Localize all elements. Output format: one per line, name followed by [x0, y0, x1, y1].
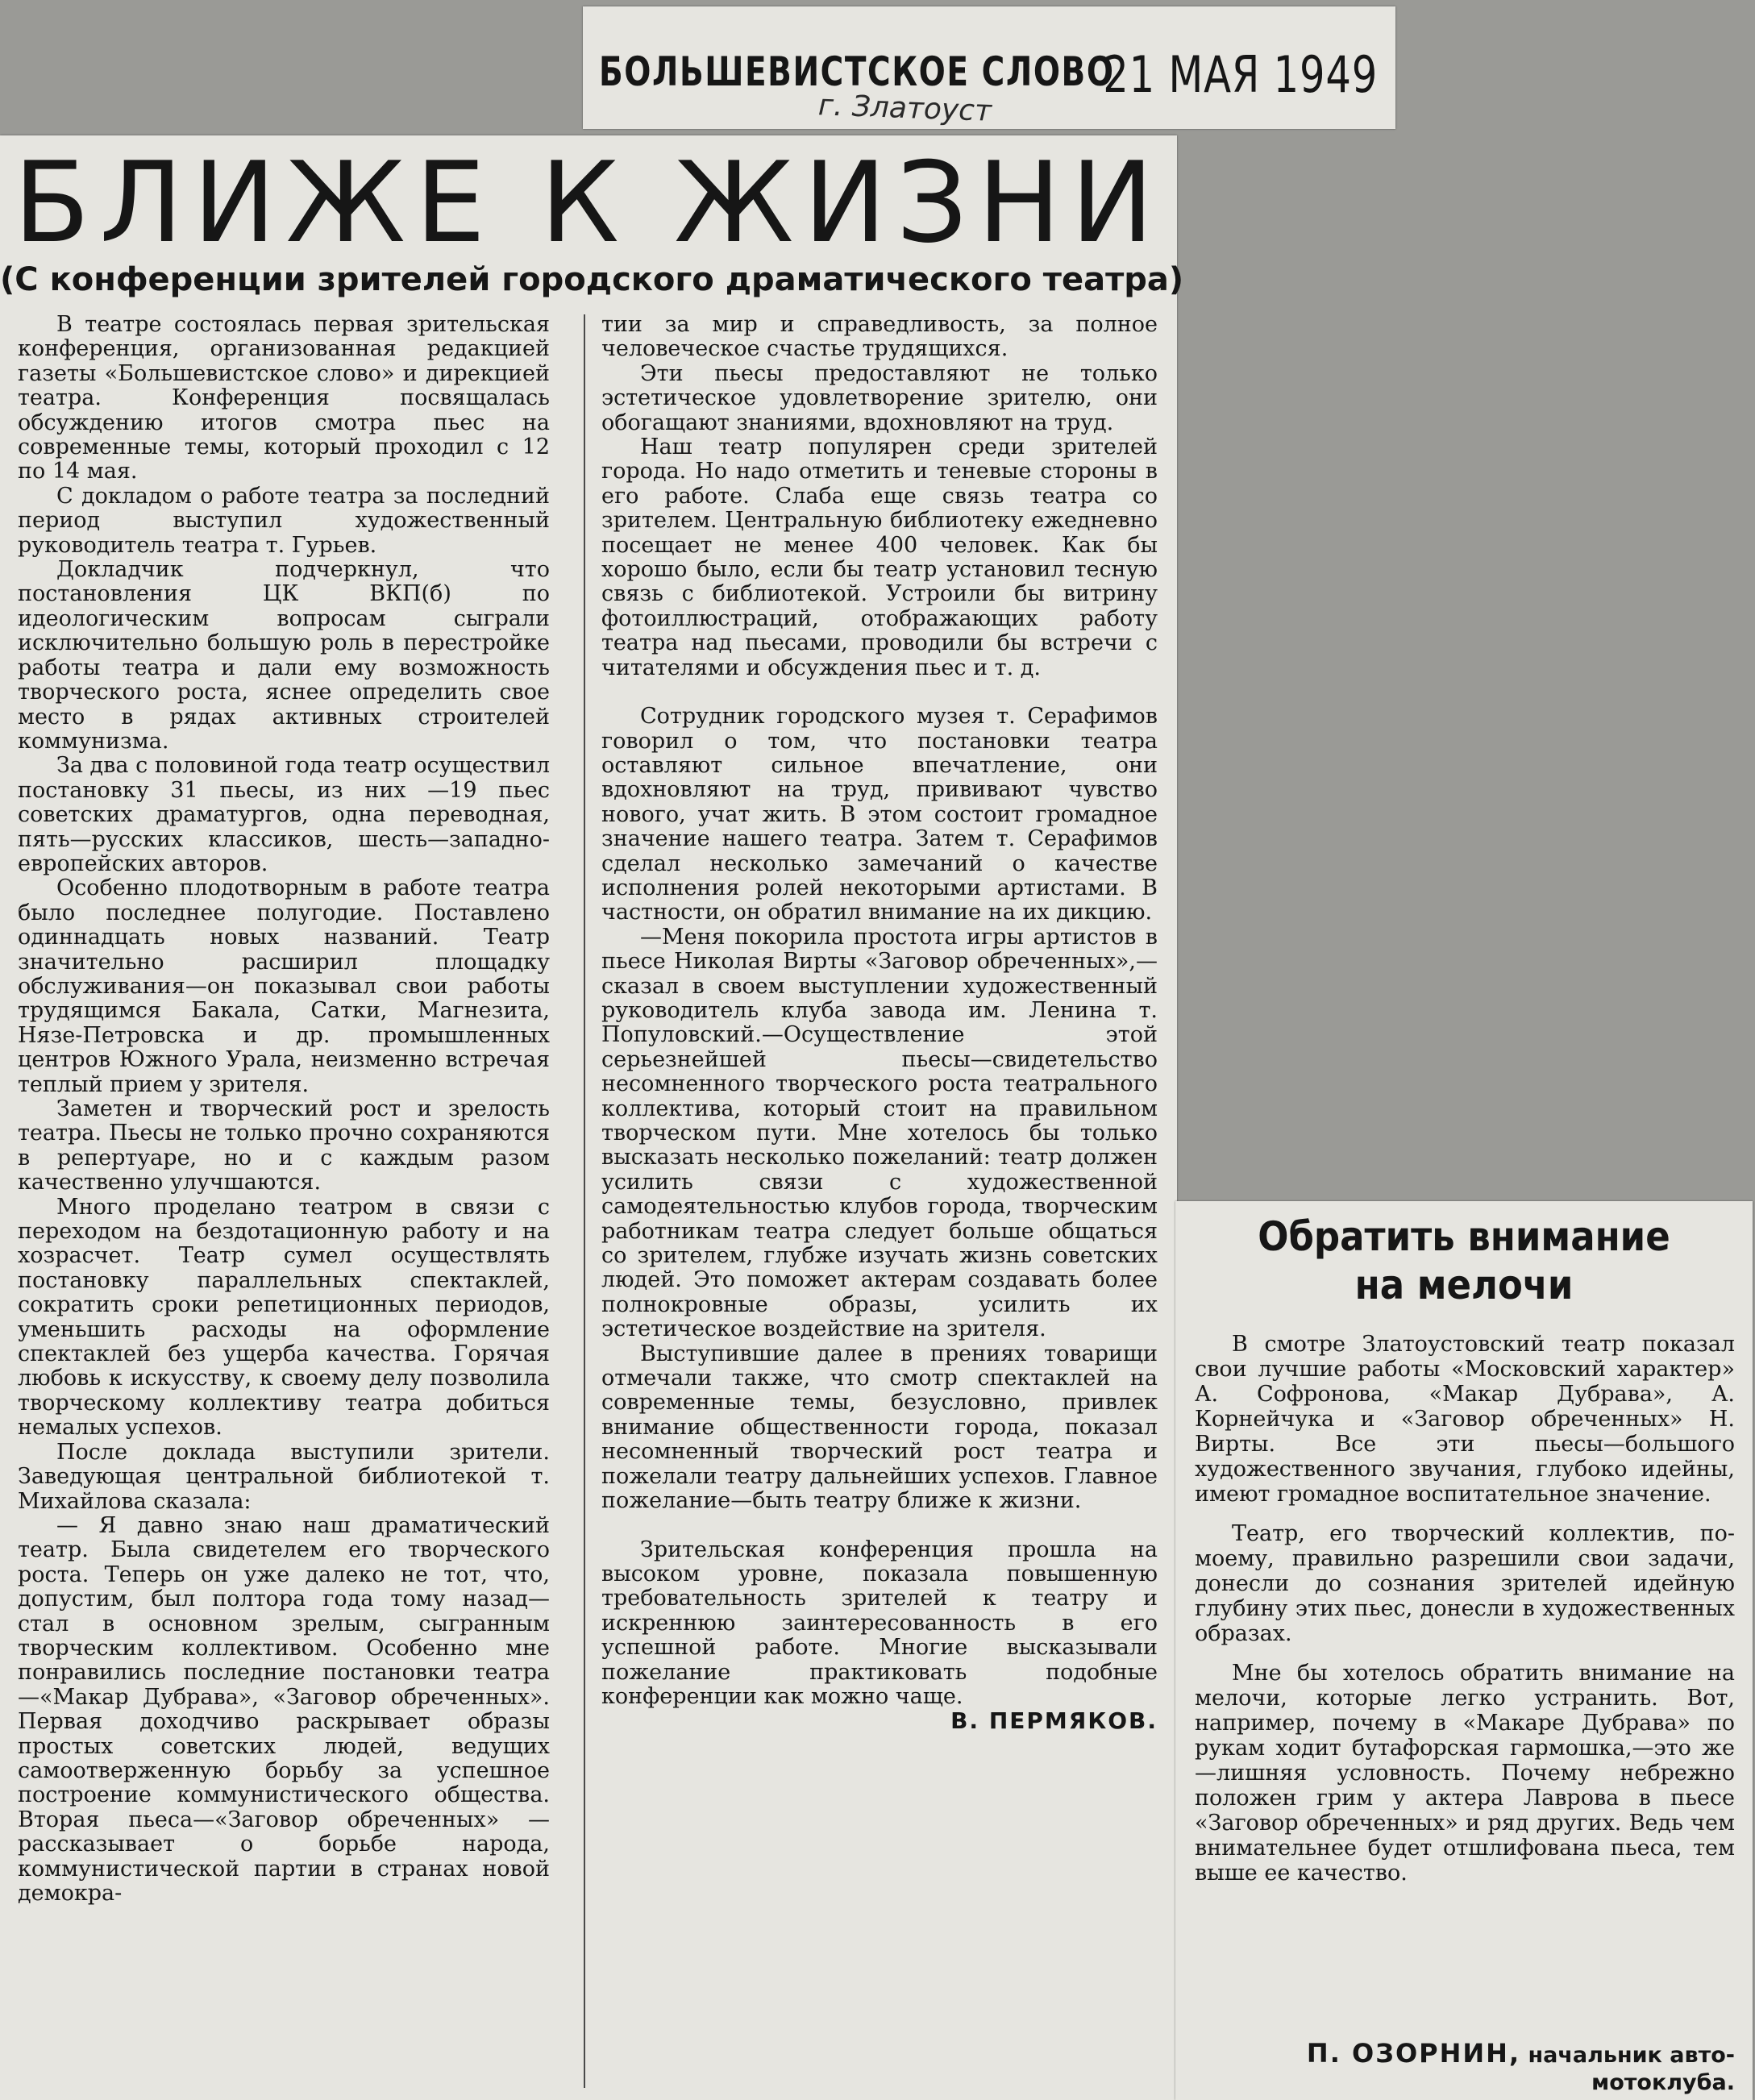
paragraph: С докладом о работе театра за последний период выступил художественный руководитель театра т. Гурьев. — [18, 483, 550, 558]
sidebar-signature-title-2: мотоклуба. — [1591, 2070, 1735, 2095]
paragraph: Мне бы хотелось обратить внимание на мелочи, которые легко устранить. Вот, например, почему в «Макаре Дубрава» по рукам ходит бутафорская гармошка,—это же—лишняя условность. Почему небрежно положен грим у актера Лаврова в пьесе «Заговор обреченных» и ряд других. Ведь чем внимательнее будет отшлифована пьеса, тем выше ее качество. — [1195, 1661, 1735, 1886]
paragraph: Особенно плодотворным в работе театра было последнее полугодие. Поставлено одиннадцать новых названий. Театр значительно расширил площадку обслуживания—он показывал свои работы трудящимся Бакала, Сатки, Магнезита, Нязе-Петровска и др. промышленных центров Южного Урала, неизменно встречая теплый прием у зрителя. — [18, 875, 550, 1097]
sidebar-signature-title-1: начальник авто- — [1528, 2043, 1735, 2068]
paragraph: Наш театр популярен среди зрителей города. Но надо отметить и теневые стороны в его работе. Слаба еще связь театра со зрителем. Центральную библиотеку ежедневно посещает не менее 400 человек. Как бы хорошо было, если бы театр установил тесную связь с библиотекой. Устроили бы витрину фотоиллюстраций, отображающих работу театра над пьесами, проводили бы встречи с читателями и обсуждения пьес и т. д. — [601, 435, 1158, 680]
paragraph: За два с половиной года театр осуществил постановку 31 пьесы, из них —19 пьес советских драматургов, одна переводная, пять—русских классиков, шесть—западно-европейских авторов. — [18, 753, 550, 876]
paragraph: В театре состоялась первая зрительская конференция, организованная редакцией газеты «Большевистское слово» и дирекцией театра. Конференция посвящалась обсуждению итогов смотра пьес на современные темы, который проходил с 12 по 14 мая. — [18, 312, 550, 484]
paragraph: В смотре Златоустовский театр показал свои лучшие работы «Московский характер» А. Софронова, «Макар Дубрава», А. Корнейчука и «Заговор обреченных» Н. Вирты. Все эти пьесы—большого художественного звучания, глубоко идейны, имеют громадное воспитательное значение. — [1195, 1332, 1735, 1507]
article-column-2 — [601, 313, 1158, 1734]
sidebar-body — [1195, 1332, 1735, 1900]
paragraph: Много проделано театром в связи с переходом на бездотационную работу и на хозрасчет. Театр сумел осуществлять постановку параллельных спектаклей, сократить сроки репетиционных периодов, уменьшить расходы на оформление спектаклей без ущерба качества. Горячая любовь к искусству, к своему делу позволила творческому коллективу театра добиться немалых успехов. — [18, 1194, 550, 1441]
main-article-clipping — [0, 135, 1184, 2100]
article-subtitle: (С конференции зрителей городского драматического театра) — [0, 261, 1184, 298]
paragraph: Зрительская конференция прошла на высоком уровне, показала повышенную требовательность зрителей к театру и искреннюю заинтересованность в его успешной работе. Многие высказывали пожелание практиковать подобные конференции как можно чаще. — [601, 1537, 1158, 1709]
paragraph: Театр, его творческий коллектив, по-моему, правильно разрешили свои задачи, донесли до сознания зрителей идейную глубину этих пьес, донесли в художественных образах. — [1195, 1521, 1735, 1646]
newspaper-name: БОЛЬШЕВИСТСКОЕ СЛОВО — [599, 48, 1115, 95]
sidebar-headline — [1204, 1212, 1724, 1309]
article-column-1 — [18, 313, 550, 1906]
paragraph: Сотрудник городского музея т. Серафимов говорил о том, что постановки театра оставляют сильное впечатление, они вдохновляют на труд, прививают чувство нового, учат жить. В этом состоит громадное значение нашего театра. Затем т. Серафимов сделал несколько замечаний о качестве исполнения ролей некоторыми артистами. В частности, он обратил внимание на их дикцию. — [601, 704, 1158, 925]
paragraph: Заметен и творческий рост и зрелость театра. Пьесы не только прочно сохраняются в репертуаре, но и с каждым разом качественно улучшаются. — [18, 1096, 550, 1196]
paragraph: Эти пьесы предоставляют не только эстетическое удовлетворение зрителю, они обогащают знаниями, вдохновляют на труд. — [601, 360, 1158, 435]
sidebar-article-clipping — [1175, 1201, 1753, 2100]
sidebar-headline-line-1: Обратить внимание — [1258, 1213, 1670, 1260]
paragraph: —Меня покорила простота игры артистов в пьесе Николая Вирты «Заговор обреченных»,—сказал в своем выступлении художественный руководитель клуба завода им. Ленина т. Популовский.—Осуществление этой серьезнейшей пьесы—свидетельство несомненного творческого роста театрального коллектива, который стоит на правильном творческом пути. Мне хотелось бы только высказать несколько пожеланий: театр должен усилить связи с художественной самодеятельностью клубов города, творческим работникам театра следует больше общаться со зрителем, глубже изучать жизнь советских людей. Это поможет актерам создавать более полнокровные образы, усилить их эстетическое воздействие на зрителя. — [601, 924, 1158, 1342]
publication-date: 21 МАЯ 1949 — [1103, 45, 1378, 104]
paragraph: После доклада выступили зрители. Заведующая центральной библиотекой т. Михайлова сказала: — [18, 1439, 550, 1514]
article-signature: В. ПЕРМЯКОВ. — [950, 1707, 1158, 1735]
masthead-clipping — [583, 6, 1395, 129]
handwritten-city-note: г. Златоуст — [817, 89, 992, 128]
column-divider — [584, 314, 585, 2088]
sidebar-headline-line-2: на мелочи — [1354, 1262, 1574, 1308]
sidebar-signature — [1195, 2040, 1735, 2097]
sidebar-signature-name: П. ОЗОРНИН, — [1306, 2038, 1521, 2069]
paragraph: тии за мир и справедливость, за полное человеческое счастье трудящихся. — [601, 312, 1158, 362]
paragraph: — Я давно знаю наш драматический театр. Была свидетелем его творческого роста. Теперь он уже далеко не тот, что, допустим, был полтора года тому назад—стал в основном зрелым, сыгранным творческим коллективом. Особенно мне понравились последние постановки театра—«Макар Дубрава», «Заговор обреченных». Первая доходчиво раскрывает образы простых советских людей, ведущих самоотверженную борьбу за успешное построение коммунистического общества. Вторая пьеса—«Заговор обреченных» —рассказывает о борьбе народа, коммунистической партии в странах новой демокра- — [18, 1512, 550, 1906]
article-headline: БЛИЖЕ К ЖИЗНИ — [13, 138, 1164, 268]
paragraph: Докладчик подчеркнул, что постановления ЦК ВКП(б) по идеологическим вопросам сыграли исключительно большую роль в перестройке работы театра и дали ему возможность творческого роста, яснее определить свое место в рядах активных строителей коммунизма. — [18, 557, 550, 754]
paragraph: Выступившие далее в прениях товарищи отмечали также, что смотр спектаклей на современные темы, безусловно, привлек внимание общественности города, показал несомненный творческий рост театра и пожелали театру дальнейших успехов. Главное пожелание—быть театру ближе к жизни. — [601, 1341, 1158, 1514]
